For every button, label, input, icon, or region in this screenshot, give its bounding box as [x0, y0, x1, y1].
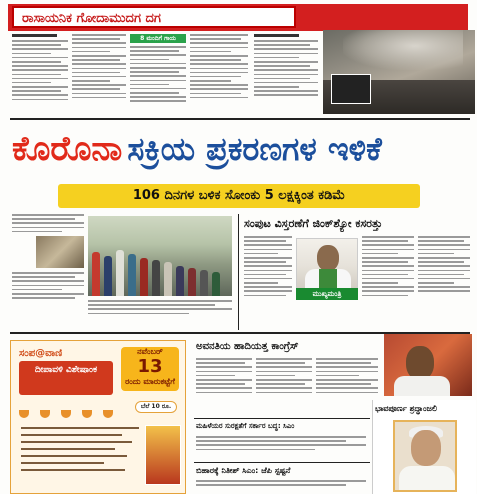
- person: [116, 250, 124, 296]
- body: [394, 376, 450, 396]
- shirt: [399, 466, 455, 492]
- top-story-column-4: [190, 34, 248, 118]
- face: [406, 346, 434, 380]
- person: [104, 256, 112, 296]
- person: [212, 272, 220, 296]
- face: [411, 430, 441, 466]
- congress-column-3: [316, 358, 378, 416]
- deepavali-special-advert: [10, 340, 186, 494]
- diya-icon: [19, 410, 29, 418]
- diya-lamps: [19, 403, 129, 413]
- women-safety-column: [196, 436, 366, 460]
- ad-title: ದೀಪಾವಳಿ ವಿಶೇಷಾಂಕ: [19, 361, 113, 395]
- diya-icon: [40, 410, 50, 418]
- section-divider: [10, 118, 470, 120]
- face: [317, 245, 339, 271]
- section-banner: [8, 4, 468, 31]
- vaccine-queue-photo: [88, 216, 232, 296]
- congress-column-1: [196, 358, 252, 416]
- date-suffix: ರಂದು ಮಾರುಕಟ್ಟೆಗೆ: [125, 377, 175, 386]
- person: [140, 258, 148, 296]
- person: [128, 254, 136, 296]
- person: [176, 266, 184, 296]
- person: [152, 260, 160, 296]
- headline-blue-part: ಸಕ್ರಿಯ ಪ್ರಕರಣಗಳ ಇಳಿಕೆ: [127, 130, 382, 168]
- headline-red-part: ಕೊರೊನಾ: [12, 129, 123, 169]
- injury-badge: 8 ಮಂದಿಗೆ ಗಾಯ: [130, 34, 186, 43]
- tribute-headline: ಭಾವಪೂರ್ಣ ಶ್ರದ್ಧಾಂಜಲಿ: [375, 404, 438, 413]
- ad-price: ಬೆಲೆ 10 ರೂ.: [135, 401, 177, 413]
- photo-caption: ಮುಖ್ಯಮಂತ್ರಿ: [296, 288, 358, 300]
- top-story-column-3: [130, 46, 186, 118]
- cabinet-column-2: [362, 236, 414, 328]
- ad-brand: ಸಂಪ@ವಾಣಿ: [19, 348, 63, 359]
- person: [200, 270, 208, 296]
- column-divider: [238, 214, 239, 330]
- section-title: ರಾಸಾಯನಿಕ ಗೋದಾಮುದಗ ದಗ: [12, 6, 296, 28]
- fire-photo: [323, 30, 475, 114]
- inset-photo-small: [36, 236, 84, 268]
- main-story-column-3: [88, 300, 232, 328]
- smoke-area: [343, 30, 463, 70]
- date-number: 13: [137, 356, 163, 377]
- magazine-cover: [145, 425, 181, 485]
- cabinet-column-3: [418, 236, 470, 328]
- date-prefix: ನವೆಂಬರ್: [137, 347, 163, 356]
- cabinet-column-1: [244, 236, 292, 328]
- tribute-portrait: [393, 420, 457, 492]
- congress-leader-photo: [384, 334, 472, 396]
- main-story-column-2: [12, 272, 84, 328]
- person: [164, 262, 172, 296]
- top-story-column-2: [72, 34, 126, 118]
- cabinet-headline: ಸಂಪುಟ ವಿಸ್ತರಣೆಗೆ ಜಿಂಕ್‌ಶ್ಯೋ ಕಸರತ್ತು: [244, 217, 383, 230]
- ad-contents-list: [21, 427, 139, 487]
- person: [92, 252, 100, 296]
- main-headline: [12, 124, 468, 174]
- bihar-column: [196, 480, 366, 492]
- women-safety-headline: ಮಹಿಳೆಯರ ಸುರಕ್ಷತೆಗೆ ಸರ್ಕಾರ ಬದ್ಧ: ಸಿಎಂ: [196, 422, 295, 430]
- release-date-badge: [121, 347, 179, 391]
- diya-icon: [61, 410, 71, 418]
- bihar-headline: ಬಿಹಾರಕ್ಕೆ ನಿತೀಶ್ ಸಿಎಂ: ಜೆಪಿ ಸ್ಪಷ್ಟನೆ: [196, 466, 291, 475]
- tribute-box: [372, 400, 476, 494]
- diya-icon: [82, 410, 92, 418]
- person: [188, 268, 196, 296]
- top-story-column-5: [254, 34, 318, 118]
- story-divider: [194, 462, 370, 463]
- inset-photo: [331, 74, 371, 104]
- congress-column-2: [256, 358, 312, 416]
- main-subheadline: 106 ದಿನಗಳ ಬಳಿಕ ಸೋಂಕು 5 ಲಕ್ಷಕ್ಕಿಂತ ಕಡಿಮೆ: [58, 184, 420, 208]
- story-divider: [194, 418, 370, 419]
- scarf: [319, 269, 337, 289]
- top-story-column-1: [12, 34, 68, 118]
- congress-headline: ಅವನತಿಯ ಹಾದಿಯತ್ತ ಕಾಂಗ್ರೆಸ್: [196, 341, 299, 352]
- diya-icon: [103, 410, 113, 418]
